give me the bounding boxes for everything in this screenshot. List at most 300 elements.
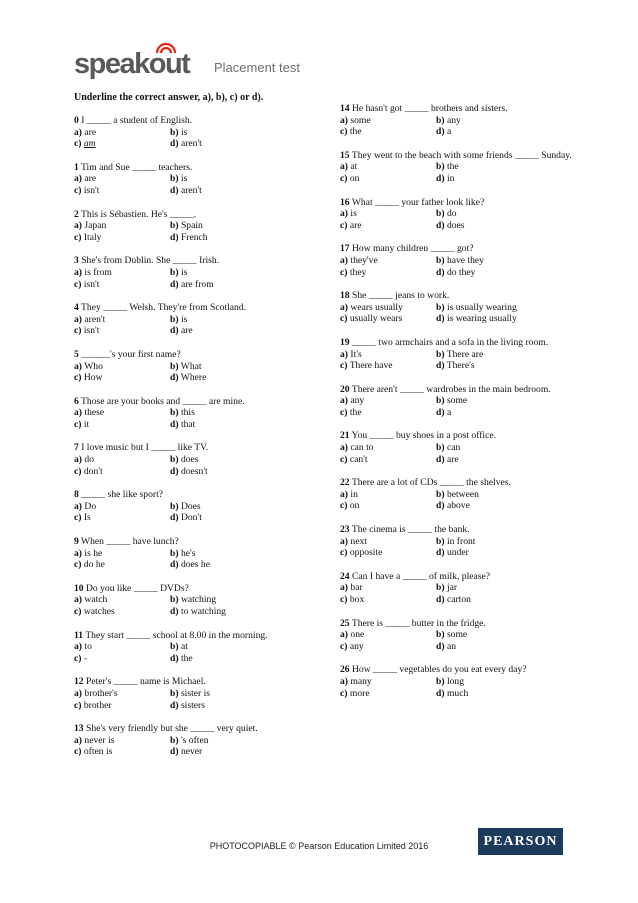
option-text: Do bbox=[84, 500, 97, 512]
option-text: It's bbox=[350, 348, 362, 360]
option-text: that bbox=[180, 418, 196, 430]
answer-option-b[interactable] bbox=[436, 115, 576, 127]
answer-option-b[interactable] bbox=[170, 220, 310, 232]
option-text: 's often bbox=[180, 734, 209, 746]
option-text: some bbox=[446, 629, 468, 641]
option-letter: b) bbox=[170, 500, 179, 512]
option-text: opposite bbox=[349, 547, 383, 559]
option-text: brother's bbox=[84, 687, 118, 699]
option-letter: d) bbox=[170, 465, 179, 477]
answer-option-b[interactable] bbox=[436, 161, 576, 173]
option-letter: c) bbox=[74, 325, 82, 337]
option-text: a bbox=[446, 406, 452, 418]
answer-option-a[interactable] bbox=[340, 302, 436, 314]
option-text: in bbox=[350, 488, 358, 500]
option-letter: b) bbox=[436, 254, 445, 266]
question-6 bbox=[74, 396, 314, 431]
question-number: 10 bbox=[74, 582, 84, 594]
option-text: some bbox=[446, 395, 468, 407]
answer-option-d[interactable] bbox=[436, 547, 576, 559]
answer-option-d[interactable] bbox=[436, 173, 576, 185]
question-number: 7 bbox=[74, 442, 79, 454]
answer-option-b[interactable] bbox=[170, 688, 310, 700]
question-text: _____ two armchairs and a sofa in the living room. bbox=[352, 336, 549, 348]
logo-signal-icon bbox=[154, 40, 178, 54]
answer-option-c[interactable] bbox=[340, 454, 436, 466]
answer-option-d[interactable] bbox=[436, 313, 576, 325]
answer-option-d[interactable] bbox=[436, 360, 576, 372]
answer-option-c[interactable] bbox=[340, 173, 436, 185]
question-number: 22 bbox=[340, 477, 350, 489]
answer-option-b[interactable] bbox=[436, 442, 576, 454]
answer-option-d[interactable] bbox=[170, 512, 310, 524]
option-letter: a) bbox=[340, 629, 348, 641]
answer-option-a[interactable] bbox=[340, 349, 436, 361]
question-text: She's from Dublin. She _____ Irish. bbox=[81, 255, 220, 267]
option-letter: b) bbox=[170, 687, 179, 699]
answer-option-c[interactable] bbox=[74, 653, 170, 665]
question-stem bbox=[340, 197, 580, 209]
answer-option-d[interactable] bbox=[436, 267, 576, 279]
answer-options bbox=[74, 735, 314, 758]
question-3 bbox=[74, 255, 314, 290]
answer-option-c[interactable] bbox=[340, 407, 436, 419]
question-text: There aren't _____ wardrobes in the main bedroom. bbox=[351, 383, 551, 395]
answer-option-c[interactable] bbox=[74, 185, 170, 197]
option-text: at bbox=[350, 161, 358, 173]
answer-option-a[interactable] bbox=[340, 255, 436, 267]
answer-option-b[interactable] bbox=[436, 676, 576, 688]
answer-option-b[interactable] bbox=[170, 548, 310, 560]
answer-option-b[interactable] bbox=[436, 349, 576, 361]
option-text: There have bbox=[349, 360, 393, 372]
answer-option-c[interactable] bbox=[74, 746, 170, 758]
option-text: many bbox=[350, 675, 372, 687]
answer-options bbox=[340, 161, 580, 184]
option-letter: c) bbox=[74, 138, 82, 150]
answer-option-b[interactable] bbox=[436, 302, 576, 314]
answer-option-b[interactable] bbox=[170, 641, 310, 653]
answer-options bbox=[340, 489, 580, 512]
answer-option-c[interactable] bbox=[340, 547, 436, 559]
option-letter: d) bbox=[436, 453, 445, 465]
option-letter: d) bbox=[436, 266, 445, 278]
option-text: wears usually bbox=[350, 301, 403, 313]
option-letter: b) bbox=[170, 360, 179, 372]
answer-options bbox=[74, 501, 314, 524]
answer-option-c[interactable] bbox=[340, 594, 436, 606]
question-1 bbox=[74, 162, 314, 197]
answer-option-d[interactable] bbox=[170, 279, 310, 291]
answer-option-d[interactable] bbox=[170, 559, 310, 571]
option-letter: b) bbox=[436, 348, 445, 360]
option-text: is wearing usually bbox=[446, 313, 517, 325]
answer-option-a[interactable] bbox=[74, 127, 170, 139]
answer-option-a[interactable] bbox=[340, 395, 436, 407]
question-2 bbox=[74, 209, 314, 244]
option-text: in front bbox=[446, 535, 476, 547]
option-text: does bbox=[446, 219, 465, 231]
answer-options bbox=[74, 641, 314, 664]
answer-option-c[interactable] bbox=[74, 559, 170, 571]
option-text: aren't bbox=[84, 313, 106, 325]
option-letter: d) bbox=[436, 219, 445, 231]
option-letter: a) bbox=[74, 454, 82, 466]
answer-option-a[interactable] bbox=[74, 688, 170, 700]
answer-option-b[interactable] bbox=[170, 361, 310, 373]
option-letter: d) bbox=[170, 746, 179, 758]
question-text: ______'s your first name? bbox=[81, 348, 181, 360]
option-letter: a) bbox=[340, 442, 348, 454]
option-letter: b) bbox=[436, 582, 445, 594]
option-letter: c) bbox=[74, 559, 82, 571]
option-letter: a) bbox=[74, 313, 82, 325]
option-letter: a) bbox=[340, 488, 348, 500]
option-letter: b) bbox=[436, 301, 445, 313]
question-5 bbox=[74, 349, 314, 384]
answer-options bbox=[74, 267, 314, 290]
question-number: 14 bbox=[340, 103, 350, 114]
option-letter: d) bbox=[170, 418, 179, 430]
question-number: 25 bbox=[340, 617, 350, 629]
option-text: any bbox=[350, 395, 365, 407]
option-letter: d) bbox=[170, 699, 179, 711]
option-letter: a) bbox=[340, 301, 348, 313]
question-text: I _____ a student of English. bbox=[81, 115, 193, 126]
option-text: am bbox=[83, 138, 96, 150]
option-letter: d) bbox=[170, 652, 179, 664]
option-text: There's bbox=[446, 360, 475, 372]
option-letter: b) bbox=[436, 442, 445, 454]
answer-option-c[interactable] bbox=[74, 372, 170, 384]
option-text: can't bbox=[349, 453, 368, 465]
question-stem bbox=[340, 384, 580, 396]
answer-option-c[interactable] bbox=[74, 279, 170, 291]
option-text: under bbox=[446, 547, 469, 559]
option-text: Where bbox=[180, 372, 207, 384]
question-20 bbox=[340, 384, 580, 419]
document-subtitle: Placement test bbox=[214, 60, 300, 75]
option-text: have they bbox=[446, 254, 484, 266]
answer-option-a[interactable] bbox=[74, 314, 170, 326]
option-letter: c) bbox=[340, 219, 348, 231]
question-11 bbox=[74, 630, 314, 665]
answer-option-c[interactable] bbox=[74, 700, 170, 712]
answer-option-d[interactable] bbox=[436, 454, 576, 466]
answer-option-c[interactable] bbox=[340, 360, 436, 372]
question-stem bbox=[340, 337, 580, 349]
option-letter: d) bbox=[436, 640, 445, 652]
option-letter: d) bbox=[436, 172, 445, 184]
question-text: What _____ your father look like? bbox=[351, 196, 485, 208]
answer-options bbox=[340, 582, 580, 605]
question-number: 11 bbox=[74, 629, 84, 641]
question-number: 20 bbox=[340, 383, 350, 395]
answer-options bbox=[340, 395, 580, 418]
answer-option-a[interactable] bbox=[74, 173, 170, 185]
question-text: He hasn't got _____ brothers and sisters. bbox=[352, 103, 508, 114]
option-text: much bbox=[446, 687, 469, 699]
question-13 bbox=[74, 723, 314, 758]
answer-option-b[interactable] bbox=[170, 501, 310, 513]
option-letter: a) bbox=[340, 348, 348, 360]
answer-option-a[interactable] bbox=[74, 501, 170, 513]
option-text: do they bbox=[446, 266, 476, 278]
answer-option-a[interactable] bbox=[340, 489, 436, 501]
answer-options bbox=[340, 536, 580, 559]
answer-options bbox=[74, 548, 314, 571]
answer-option-b[interactable] bbox=[170, 407, 310, 419]
answer-options bbox=[340, 629, 580, 652]
answer-option-c[interactable] bbox=[340, 641, 436, 653]
question-number: 19 bbox=[340, 336, 350, 348]
option-text: sisters bbox=[180, 699, 205, 711]
answer-option-d[interactable] bbox=[170, 466, 310, 478]
answer-option-d[interactable] bbox=[170, 232, 310, 244]
option-letter: c) bbox=[340, 406, 348, 418]
answer-option-c[interactable] bbox=[74, 512, 170, 524]
question-4 bbox=[74, 302, 314, 337]
option-letter: c) bbox=[74, 231, 82, 243]
option-text: Is bbox=[83, 512, 91, 524]
answer-option-d[interactable] bbox=[170, 372, 310, 384]
answer-option-c[interactable] bbox=[340, 126, 436, 138]
option-letter: d) bbox=[436, 126, 445, 138]
option-text: is bbox=[180, 266, 188, 278]
option-text: watching bbox=[180, 594, 217, 606]
option-text: can to bbox=[350, 442, 374, 454]
answer-option-b[interactable] bbox=[436, 395, 576, 407]
answer-option-d[interactable] bbox=[170, 185, 310, 197]
option-text: sister is bbox=[180, 687, 210, 699]
answer-option-a[interactable] bbox=[74, 641, 170, 653]
option-letter: d) bbox=[170, 184, 179, 196]
option-letter: b) bbox=[170, 454, 179, 466]
answer-options bbox=[74, 594, 314, 617]
question-stem bbox=[74, 349, 314, 361]
answer-option-b[interactable] bbox=[436, 489, 576, 501]
answer-option-a[interactable] bbox=[74, 735, 170, 747]
answer-option-b[interactable] bbox=[436, 629, 576, 641]
question-stem bbox=[74, 302, 314, 314]
answer-options bbox=[340, 208, 580, 231]
option-text: is he bbox=[84, 547, 103, 559]
question-stem bbox=[74, 630, 314, 642]
question-stem bbox=[340, 477, 580, 489]
answer-option-d[interactable] bbox=[170, 138, 310, 150]
question-text: You _____ buy shoes in a post office. bbox=[351, 430, 496, 442]
answer-option-d[interactable] bbox=[170, 419, 310, 431]
option-text: the bbox=[446, 161, 459, 173]
answer-option-b[interactable] bbox=[436, 536, 576, 548]
option-text: do bbox=[84, 454, 94, 466]
option-letter: a) bbox=[74, 594, 82, 606]
answer-option-a[interactable] bbox=[74, 548, 170, 560]
question-number: 0 bbox=[74, 115, 79, 126]
option-letter: c) bbox=[74, 278, 82, 290]
option-letter: a) bbox=[340, 395, 348, 407]
option-text: What bbox=[180, 360, 202, 372]
answer-option-c[interactable] bbox=[74, 606, 170, 618]
question-15 bbox=[340, 150, 580, 185]
question-stem bbox=[74, 115, 314, 127]
option-letter: a) bbox=[340, 161, 348, 173]
option-text: usually wears bbox=[349, 313, 403, 325]
answer-option-a[interactable] bbox=[74, 407, 170, 419]
option-text: There are bbox=[446, 348, 484, 360]
question-stem bbox=[74, 162, 314, 174]
option-letter: a) bbox=[340, 208, 348, 220]
option-text: often is bbox=[83, 746, 113, 758]
answer-option-d[interactable] bbox=[170, 653, 310, 665]
question-text: _____ she like sport? bbox=[81, 489, 164, 501]
option-text: are bbox=[349, 219, 362, 231]
question-text: This is Sébastien. He's _____. bbox=[81, 208, 197, 220]
answer-option-b[interactable] bbox=[170, 594, 310, 606]
answer-option-c[interactable] bbox=[340, 313, 436, 325]
answer-option-d[interactable] bbox=[436, 594, 576, 606]
question-stem bbox=[340, 430, 580, 442]
option-text: he's bbox=[180, 547, 196, 559]
option-letter: a) bbox=[74, 734, 82, 746]
option-letter: c) bbox=[74, 652, 82, 664]
option-letter: c) bbox=[340, 687, 348, 699]
answer-option-d[interactable] bbox=[436, 688, 576, 700]
option-letter: a) bbox=[74, 407, 82, 419]
question-24 bbox=[340, 571, 580, 606]
option-letter: a) bbox=[340, 114, 348, 126]
question-number: 2 bbox=[74, 208, 79, 220]
option-text: isn't bbox=[83, 184, 100, 196]
answer-option-a[interactable] bbox=[74, 454, 170, 466]
answer-option-c[interactable] bbox=[74, 232, 170, 244]
question-number: 1 bbox=[74, 161, 79, 173]
answer-option-a[interactable] bbox=[74, 267, 170, 279]
option-text: are bbox=[84, 126, 97, 138]
answer-option-d[interactable] bbox=[436, 220, 576, 232]
option-text: aren't bbox=[180, 184, 202, 196]
question-stem bbox=[74, 723, 314, 735]
option-letter: c) bbox=[340, 126, 348, 138]
option-letter: d) bbox=[170, 559, 179, 571]
question-stem bbox=[74, 676, 314, 688]
option-letter: a) bbox=[340, 254, 348, 266]
question-number: 4 bbox=[74, 302, 79, 314]
option-text: on bbox=[349, 500, 360, 512]
answer-option-d[interactable] bbox=[170, 700, 310, 712]
option-letter: b) bbox=[436, 535, 445, 547]
answer-option-c[interactable] bbox=[340, 688, 436, 700]
answer-option-b[interactable] bbox=[170, 314, 310, 326]
answer-option-a[interactable] bbox=[74, 594, 170, 606]
answer-option-b[interactable] bbox=[436, 255, 576, 267]
option-text: can bbox=[446, 442, 461, 454]
question-19 bbox=[340, 337, 580, 372]
answer-option-d[interactable] bbox=[436, 407, 576, 419]
option-text: brother bbox=[83, 699, 112, 711]
answer-option-d[interactable] bbox=[170, 325, 310, 337]
answer-options bbox=[340, 442, 580, 465]
answer-option-b[interactable] bbox=[170, 127, 310, 139]
question-14 bbox=[340, 103, 580, 138]
answer-option-b[interactable] bbox=[170, 173, 310, 185]
answer-option-b[interactable] bbox=[436, 208, 576, 220]
option-letter: c) bbox=[340, 172, 348, 184]
answer-option-d[interactable] bbox=[170, 606, 310, 618]
answer-options bbox=[74, 220, 314, 243]
option-text: doesn't bbox=[180, 465, 208, 477]
answer-option-a[interactable] bbox=[340, 442, 436, 454]
answer-options bbox=[74, 454, 314, 477]
option-letter: d) bbox=[170, 278, 179, 290]
answer-option-c[interactable] bbox=[74, 466, 170, 478]
question-text: There are a lot of CDs _____ the shelves. bbox=[351, 477, 511, 489]
question-number: 12 bbox=[74, 676, 84, 688]
option-letter: b) bbox=[436, 161, 445, 173]
answer-option-d[interactable] bbox=[436, 500, 576, 512]
option-letter: b) bbox=[436, 629, 445, 641]
answer-option-d[interactable] bbox=[436, 641, 576, 653]
option-letter: a) bbox=[340, 582, 348, 594]
answer-option-a[interactable] bbox=[340, 582, 436, 594]
option-letter: b) bbox=[170, 407, 179, 419]
option-text: an bbox=[446, 640, 456, 652]
answer-option-a[interactable] bbox=[340, 161, 436, 173]
option-text: are from bbox=[180, 278, 214, 290]
question-stem bbox=[340, 664, 580, 676]
answer-option-a[interactable] bbox=[340, 208, 436, 220]
option-letter: a) bbox=[74, 641, 82, 653]
option-text: the bbox=[349, 126, 362, 138]
question-number: 18 bbox=[340, 290, 350, 302]
option-text: are bbox=[180, 325, 193, 337]
answer-option-c[interactable] bbox=[74, 419, 170, 431]
option-letter: d) bbox=[436, 406, 445, 418]
option-letter: b) bbox=[170, 126, 179, 138]
question-text: They start _____ school at 8.00 in the morning. bbox=[85, 629, 268, 641]
answer-option-c[interactable] bbox=[74, 138, 170, 150]
option-letter: c) bbox=[74, 372, 82, 384]
answer-option-c[interactable] bbox=[74, 325, 170, 337]
option-text: How bbox=[83, 372, 103, 384]
answer-option-a[interactable] bbox=[340, 536, 436, 548]
answer-option-b[interactable] bbox=[170, 267, 310, 279]
question-number: 8 bbox=[74, 489, 79, 501]
answer-option-c[interactable] bbox=[340, 220, 436, 232]
answer-option-c[interactable] bbox=[340, 500, 436, 512]
answer-option-d[interactable] bbox=[170, 746, 310, 758]
answer-option-c[interactable] bbox=[340, 267, 436, 279]
answer-option-b[interactable] bbox=[436, 582, 576, 594]
answer-option-b[interactable] bbox=[170, 735, 310, 747]
option-text: carton bbox=[446, 594, 471, 605]
option-text: it bbox=[83, 418, 90, 430]
answer-option-b[interactable] bbox=[170, 454, 310, 466]
option-text: is bbox=[180, 126, 188, 138]
speakout-logo bbox=[74, 48, 189, 81]
answer-option-a[interactable] bbox=[340, 629, 436, 641]
answer-option-a[interactable] bbox=[74, 220, 170, 232]
answer-option-a[interactable] bbox=[74, 361, 170, 373]
question-9 bbox=[74, 536, 314, 571]
question-number: 16 bbox=[340, 196, 350, 208]
question-7 bbox=[74, 442, 314, 477]
answer-option-d[interactable] bbox=[436, 126, 576, 138]
answer-option-a[interactable] bbox=[340, 676, 436, 688]
option-letter: d) bbox=[436, 500, 445, 512]
answer-option-a[interactable] bbox=[340, 115, 436, 127]
option-letter: d) bbox=[436, 313, 445, 325]
